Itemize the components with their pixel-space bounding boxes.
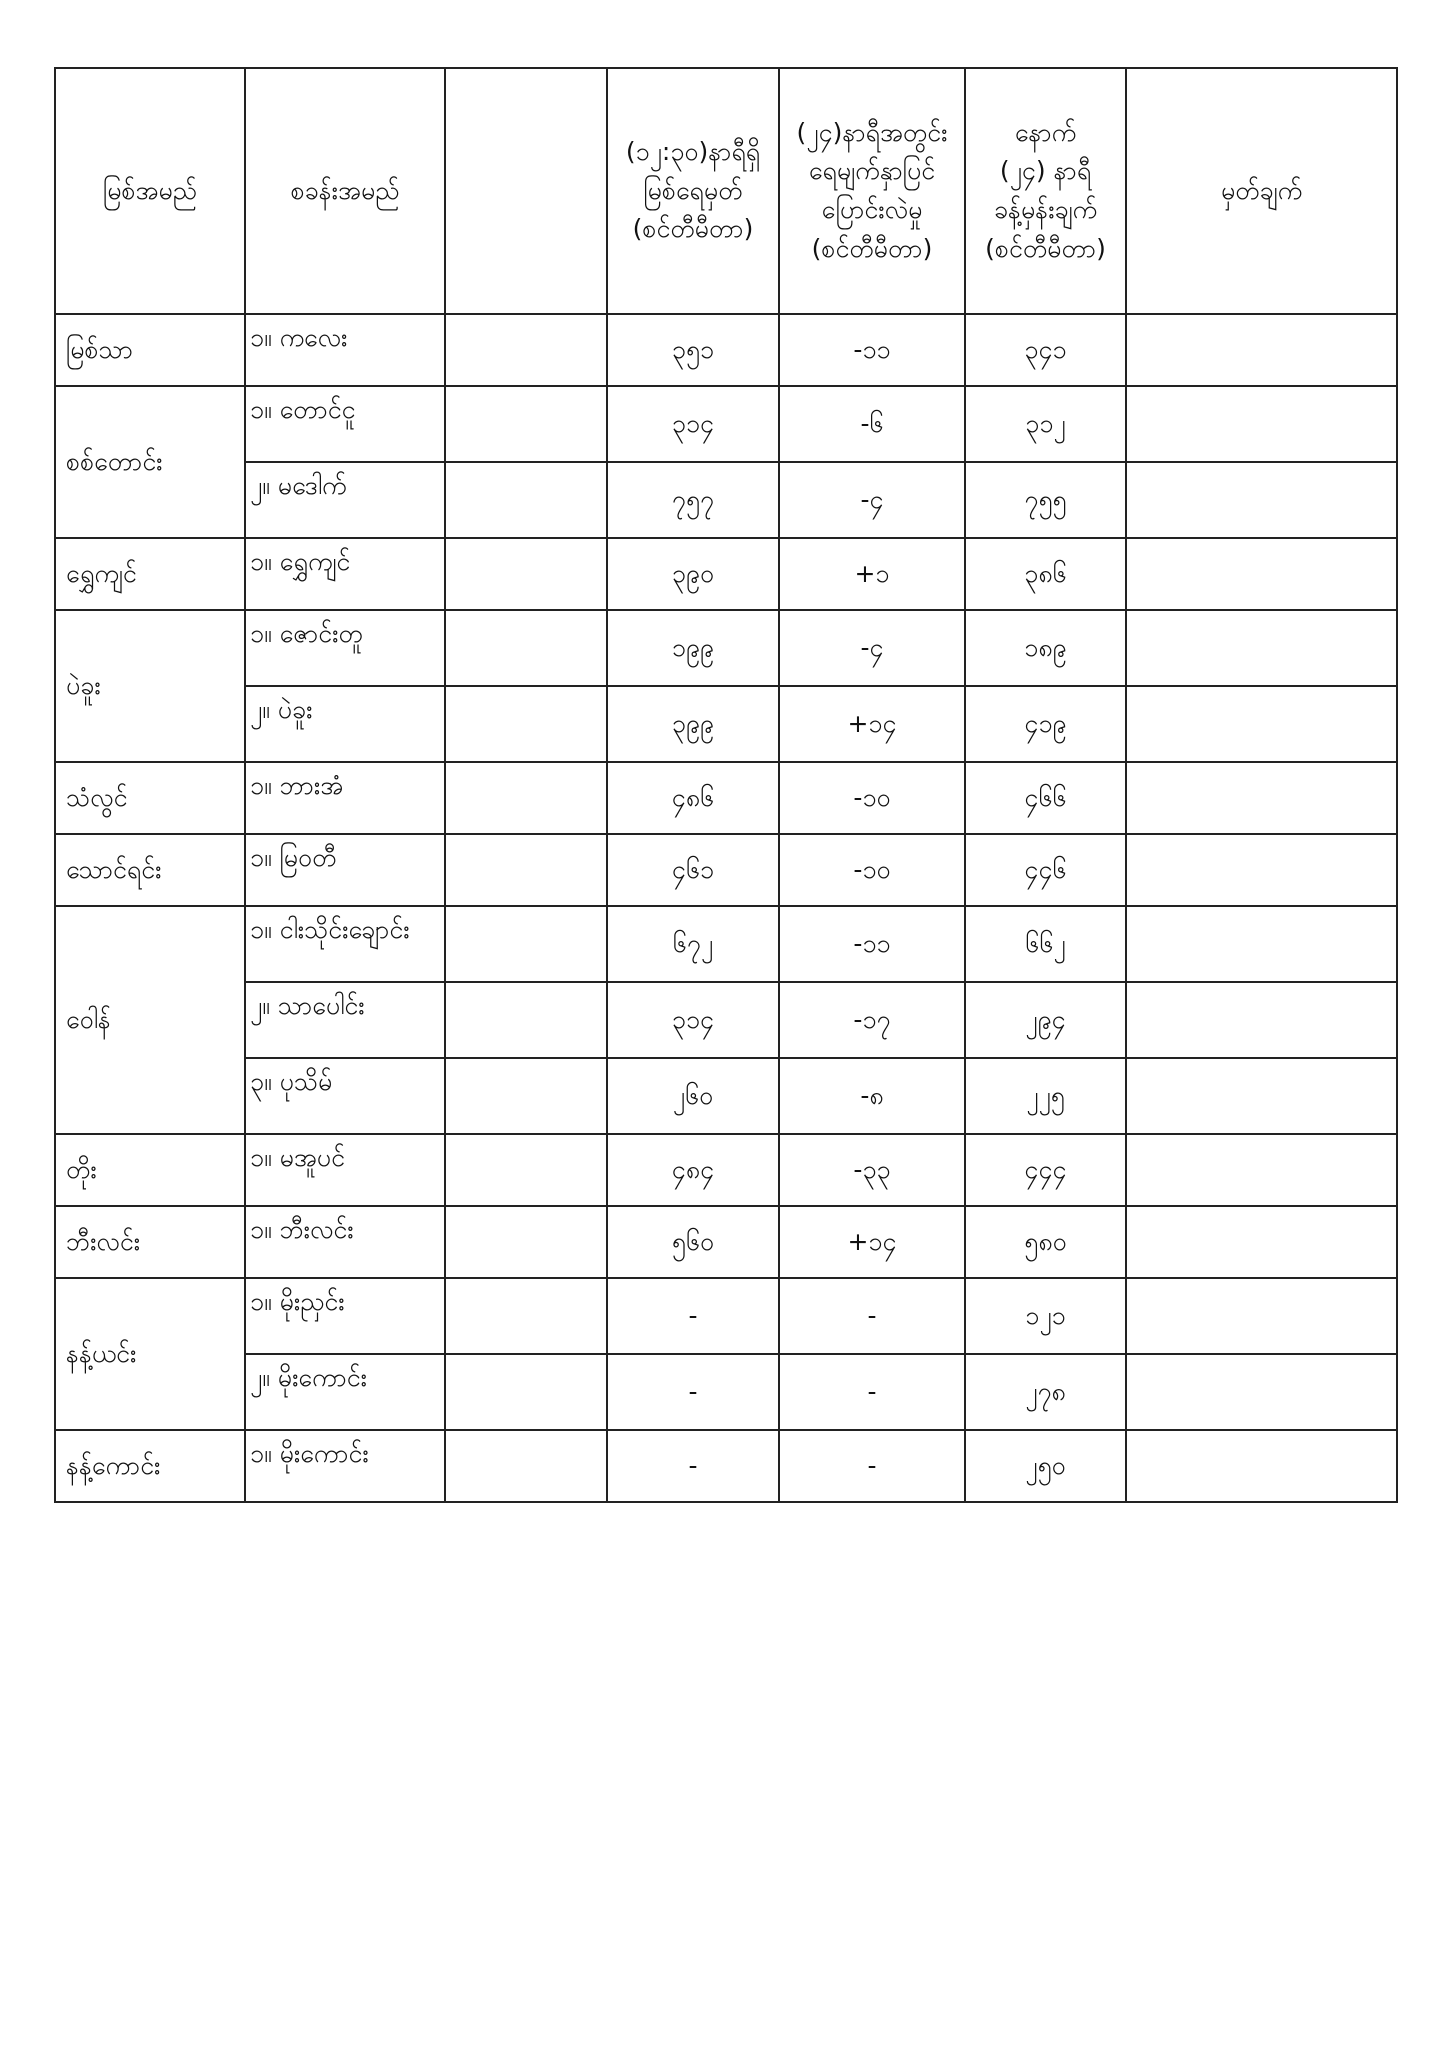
blank-cell (445, 762, 607, 834)
blank-cell (445, 610, 607, 686)
table-row (55, 462, 1397, 538)
header-row (55, 68, 1397, 314)
table-row (55, 1354, 1397, 1430)
remark-cell (1126, 386, 1397, 462)
level-change-cell: -၁၀ (779, 762, 965, 834)
station-name-cell: ၁။ မိုးကောင်း (245, 1430, 445, 1502)
remark-cell (1126, 834, 1397, 906)
remark-cell (1126, 982, 1397, 1058)
remark-cell (1126, 1134, 1397, 1206)
header-station: စခန်းအမည် (245, 68, 445, 314)
river-name-cell: နန့်ယင်း (55, 1278, 245, 1430)
remark-cell (1126, 906, 1397, 982)
station-name-cell: ၁။ ဘားအံ (245, 762, 445, 834)
blank-cell (445, 834, 607, 906)
blank-cell (445, 982, 607, 1058)
blank-cell (445, 906, 607, 982)
river-level-table (54, 67, 1398, 1503)
table-row (55, 538, 1397, 610)
blank-cell (445, 538, 607, 610)
forecast-cell: ၂၂၅ (965, 1058, 1126, 1134)
table-body (55, 314, 1397, 1502)
station-name-cell: ၁။ မအူပင် (245, 1134, 445, 1206)
table-row (55, 1134, 1397, 1206)
forecast-cell: ၆၆၂ (965, 906, 1126, 982)
forecast-cell: ၃၁၂ (965, 386, 1126, 462)
remark-cell (1126, 1206, 1397, 1278)
river-name-cell: ဝေါန် (55, 906, 245, 1134)
station-name-cell: ၁။ ကလေး (245, 314, 445, 386)
remark-cell (1126, 538, 1397, 610)
table-row (55, 762, 1397, 834)
blank-cell (445, 1058, 607, 1134)
header-remark: မှတ်ချက် (1126, 68, 1397, 314)
header-level: (၁၂:၃၀)နာရီရှိ မြစ်ရေမှတ် (စင်တီမီတာ) (607, 68, 779, 314)
table-row (55, 610, 1397, 686)
level-change-cell: +၁ (779, 538, 965, 610)
table-row (55, 906, 1397, 982)
remark-cell (1126, 1278, 1397, 1354)
forecast-cell: ၄၁၉ (965, 686, 1126, 762)
station-name-cell: ၂။ မိုးကောင်း (245, 1354, 445, 1430)
river-name-cell: စစ်တောင်း (55, 386, 245, 538)
station-name-cell: ၂။ ပဲခူး (245, 686, 445, 762)
level-change-cell: - (779, 1430, 965, 1502)
station-name-cell: ၁။ ရွှေကျင် (245, 538, 445, 610)
water-level-cell: - (607, 1354, 779, 1430)
station-name-cell: ၁။ မြဝတီ (245, 834, 445, 906)
table-row (55, 1206, 1397, 1278)
header-blank (445, 68, 607, 314)
station-name-cell: ၁။ ငါးသိုင်းချောင်း (245, 906, 445, 982)
water-level-cell: ၁၉၉ (607, 610, 779, 686)
water-level-cell: - (607, 1278, 779, 1354)
water-level-cell: ၄၈၆ (607, 762, 779, 834)
forecast-cell: ၅၈၀ (965, 1206, 1126, 1278)
blank-cell (445, 686, 607, 762)
remark-cell (1126, 610, 1397, 686)
blank-cell (445, 314, 607, 386)
table-row (55, 1058, 1397, 1134)
water-level-cell: ၆၇၂ (607, 906, 779, 982)
forecast-cell: ၄၆၆ (965, 762, 1126, 834)
blank-cell (445, 1430, 607, 1502)
water-level-cell: ၅၆၀ (607, 1206, 779, 1278)
level-change-cell: -၁၀ (779, 834, 965, 906)
table-row (55, 1430, 1397, 1502)
remark-cell (1126, 1430, 1397, 1502)
blank-cell (445, 462, 607, 538)
water-level-cell: ၃၉၉ (607, 686, 779, 762)
blank-cell (445, 1134, 607, 1206)
table-row (55, 1278, 1397, 1354)
blank-cell (445, 386, 607, 462)
water-level-cell: ၃၁၄ (607, 386, 779, 462)
station-name-cell: ၁။ ဘီးလင်း (245, 1206, 445, 1278)
level-change-cell: -၄ (779, 610, 965, 686)
water-level-cell: - (607, 1430, 779, 1502)
forecast-cell: ၁၈၉ (965, 610, 1126, 686)
level-change-cell: -၈ (779, 1058, 965, 1134)
blank-cell (445, 1354, 607, 1430)
station-name-cell: ၂။ မဒေါက် (245, 462, 445, 538)
level-change-cell: +၁၄ (779, 1206, 965, 1278)
forecast-cell: ၁၂၁ (965, 1278, 1126, 1354)
forecast-cell: ၃၄၁ (965, 314, 1126, 386)
station-name-cell: ၂။ သာပေါင်း (245, 982, 445, 1058)
table-row (55, 982, 1397, 1058)
header-forecast: နောက် (၂၄) နာရီ ခန့်မှန်းချက် (စင်တီမီတာ) (965, 68, 1126, 314)
level-change-cell: - (779, 1354, 965, 1430)
blank-cell (445, 1206, 607, 1278)
remark-cell (1126, 462, 1397, 538)
remark-cell (1126, 314, 1397, 386)
forecast-cell: ၂၇၈ (965, 1354, 1126, 1430)
blank-cell (445, 1278, 607, 1354)
level-change-cell: - (779, 1278, 965, 1354)
table-row (55, 386, 1397, 462)
station-name-cell: ၁။ တောင်ငူ (245, 386, 445, 462)
river-name-cell: ရွှေကျင် (55, 538, 245, 610)
remark-cell (1126, 762, 1397, 834)
header-river: မြစ်အမည် (55, 68, 245, 314)
water-level-cell: ၃၁၄ (607, 982, 779, 1058)
remark-cell (1126, 686, 1397, 762)
table-row (55, 834, 1397, 906)
forecast-cell: ၂၅၀ (965, 1430, 1126, 1502)
level-change-cell: -၄ (779, 462, 965, 538)
river-name-cell: ဘီးလင်း (55, 1206, 245, 1278)
water-level-cell: ၃၉၀ (607, 538, 779, 610)
level-change-cell: +၁၄ (779, 686, 965, 762)
forecast-cell: ၄၄၆ (965, 834, 1126, 906)
river-name-cell: မြစ်သာ (55, 314, 245, 386)
water-level-cell: ၃၅၁ (607, 314, 779, 386)
water-level-cell: ၄၈၄ (607, 1134, 779, 1206)
table-row (55, 314, 1397, 386)
water-level-cell: ၂၆၀ (607, 1058, 779, 1134)
header-change: (၂၄)နာရီအတွင်း ရေမျက်နှာပြင် ပြောင်းလဲမှု (စင်တီမီတာ) (779, 68, 965, 314)
forecast-cell: ၄၄၄ (965, 1134, 1126, 1206)
station-name-cell: ၁။ ဇောင်းတူ (245, 610, 445, 686)
level-change-cell: -၁၁ (779, 906, 965, 982)
station-name-cell: ၃။ ပုသိမ် (245, 1058, 445, 1134)
river-name-cell: နန့်ကောင်း (55, 1430, 245, 1502)
forecast-cell: ၇၅၅ (965, 462, 1126, 538)
water-level-cell: ၄၆၁ (607, 834, 779, 906)
forecast-cell: ၂၉၄ (965, 982, 1126, 1058)
water-level-cell: ၇၅၇ (607, 462, 779, 538)
level-change-cell: -၆ (779, 386, 965, 462)
river-name-cell: ပဲခူး (55, 610, 245, 762)
forecast-cell: ၃၈၆ (965, 538, 1126, 610)
remark-cell (1126, 1058, 1397, 1134)
river-name-cell: သောင်ရင်း (55, 834, 245, 906)
river-name-cell: တိုး (55, 1134, 245, 1206)
station-name-cell: ၁။ မိုးညှင်း (245, 1278, 445, 1354)
level-change-cell: -၁၁ (779, 314, 965, 386)
level-change-cell: -၁၇ (779, 982, 965, 1058)
remark-cell (1126, 1354, 1397, 1430)
level-change-cell: -၃၃ (779, 1134, 965, 1206)
river-name-cell: သံလွင် (55, 762, 245, 834)
table-row (55, 686, 1397, 762)
